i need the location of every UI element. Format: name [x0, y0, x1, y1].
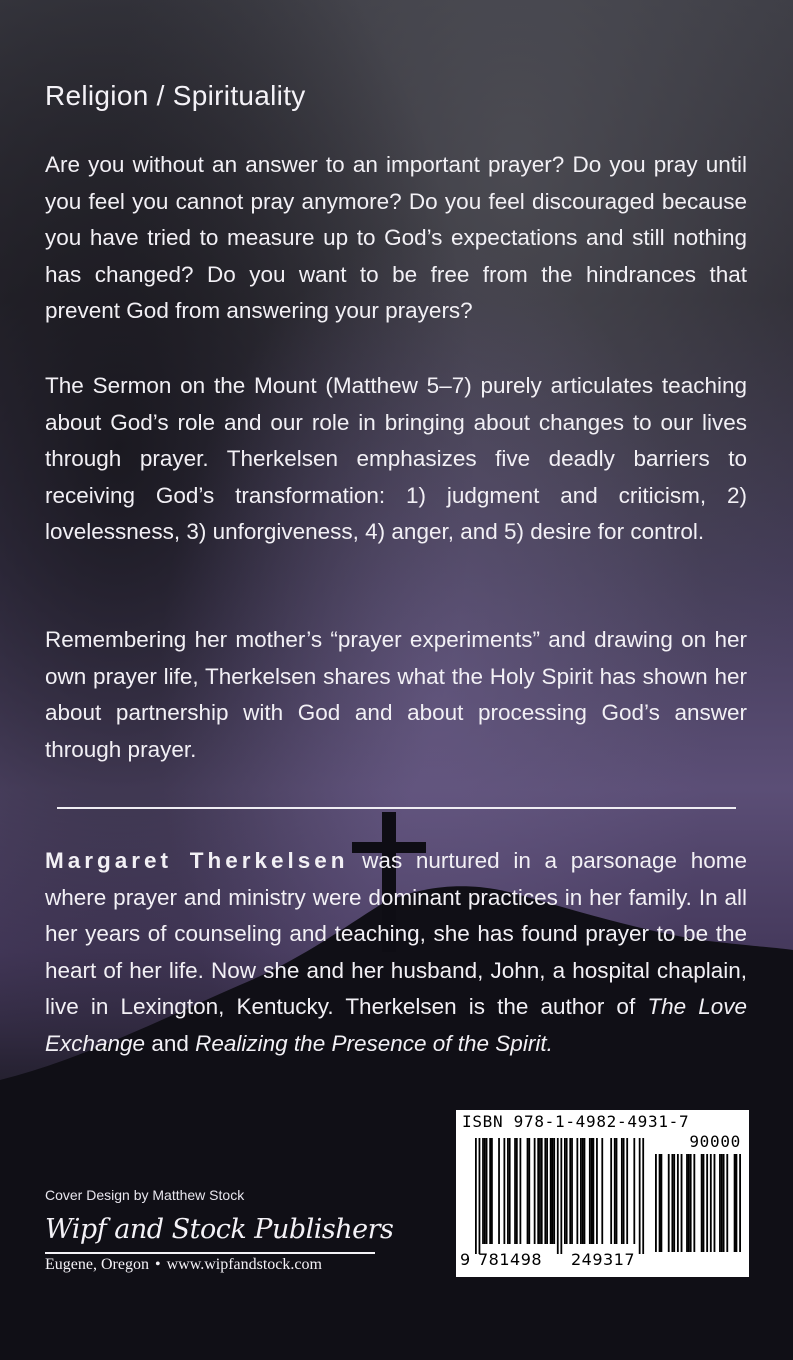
barcode-bar	[527, 1138, 529, 1244]
barcode-bar	[539, 1138, 541, 1244]
barcode-bar	[557, 1138, 559, 1254]
barcode-bar	[616, 1138, 618, 1244]
price-code: 90000	[689, 1132, 741, 1151]
addon-bar	[677, 1154, 679, 1252]
barcode-bar	[566, 1138, 568, 1244]
ean-right-digits: 249317	[571, 1250, 636, 1269]
publisher-location	[45, 1256, 322, 1274]
barcode-bar	[626, 1138, 628, 1244]
barcode-bar	[552, 1138, 554, 1244]
addon-bar	[726, 1154, 728, 1252]
addon-bar	[681, 1154, 683, 1252]
addon-bar	[690, 1154, 692, 1252]
barcode-bar	[582, 1138, 584, 1244]
barcode-bar	[639, 1138, 641, 1254]
barcode-bar	[614, 1138, 616, 1244]
barcode-bar	[560, 1138, 562, 1254]
blurb-paragraph-3: Remembering her mother’s “prayer experiments” and drawing on her own prayer life, Therkelsen shares what the Holy Spirit has shown her about partnership with God and about processing God’s answer through prayer.	[45, 627, 747, 762]
isbn-label: ISBN 978-1-4982-4931-7	[462, 1112, 690, 1131]
barcode-panel	[456, 1110, 749, 1277]
barcode-bar	[569, 1138, 571, 1244]
addon-bar	[710, 1154, 712, 1252]
addon-bar	[703, 1154, 705, 1252]
barcode-bar	[479, 1138, 481, 1254]
price-addon-barcode	[655, 1154, 741, 1252]
publisher-website[interactable]: www.wipfandstock.com	[166, 1256, 322, 1273]
barcode-bar	[642, 1138, 644, 1254]
barcode-bar	[610, 1138, 612, 1244]
barcode-bar	[544, 1138, 546, 1244]
section-divider	[57, 807, 736, 809]
ean-left-digits: 781498	[478, 1250, 543, 1269]
addon-bar	[686, 1154, 688, 1252]
author-bio	[45, 843, 747, 1062]
cover-design-credit: Cover Design by Matthew Stock	[45, 1187, 245, 1203]
barcode-bar	[623, 1138, 625, 1244]
barcode-bar	[592, 1138, 594, 1244]
author-bio-text: was nurtured in a parsonage home where prayer and ministry were dominant practices in her family. In all her years of counseling and teaching, she has found prayer to be the heart of her life. Now she and her husband, John, a hospital chaplain, live in Lexington, Kentucky. Therkelsen is the author of	[45, 848, 748, 1019]
book-title-realizing-presence: Realizing the Presence of the Spirit.	[195, 1030, 553, 1056]
addon-bar	[660, 1154, 662, 1252]
barcode-bar	[509, 1138, 511, 1244]
barcode-bar	[507, 1138, 509, 1244]
ean-digits	[460, 1250, 635, 1269]
addon-bar	[659, 1154, 661, 1252]
addon-bar	[734, 1154, 736, 1252]
barcode-bar	[534, 1138, 536, 1244]
barcode-bar	[571, 1138, 573, 1244]
barcode-bar	[633, 1138, 635, 1244]
barcode-bar	[537, 1138, 539, 1244]
barcode-bar	[553, 1138, 555, 1244]
barcode-bar	[546, 1138, 548, 1244]
barcode-bar	[520, 1138, 522, 1244]
author-name: Margaret Therkelsen	[45, 848, 349, 873]
addon-bar	[721, 1154, 723, 1252]
addon-bar	[671, 1154, 673, 1252]
barcode-bar	[541, 1138, 543, 1244]
publisher-rule	[45, 1252, 375, 1254]
ean-barcode	[474, 1138, 664, 1260]
barcode-bar	[503, 1138, 505, 1244]
barcode-bar	[482, 1138, 484, 1244]
barcode-bar	[486, 1138, 488, 1244]
barcode-bar	[514, 1138, 516, 1244]
addon-bar	[688, 1154, 690, 1252]
addon-bar	[701, 1154, 703, 1252]
barcode-bar	[516, 1138, 518, 1244]
barcode-bar	[550, 1138, 552, 1244]
blurb-paragraph-2: The Sermon on the Mount (Matthew 5–7) purely articulates teaching about God’s role and our role in bringing about changes to our lives through prayer. Therkelsen emphasizes five deadly barriers to receiving God’s transformation: 1) judgment and criticism, 2) lovelessness, 3) unforgiveness, 4) anger, and 5) desire for control.	[45, 373, 747, 544]
barcode-bar	[580, 1138, 582, 1244]
ean-first-digit: 9	[460, 1250, 471, 1269]
barcode-bar	[564, 1138, 566, 1244]
addon-bar	[693, 1154, 695, 1252]
publisher-city: Eugene, Oregon	[45, 1256, 149, 1273]
barcode-bar	[589, 1138, 591, 1244]
barcode-bar	[528, 1138, 530, 1244]
addon-bar	[723, 1154, 725, 1252]
addon-bar	[673, 1154, 675, 1252]
addon-bar	[739, 1154, 741, 1252]
barcode-bar	[498, 1138, 500, 1244]
addon-bar	[736, 1154, 738, 1252]
book-title-love-exchange: The Love Exchange	[45, 994, 748, 1056]
barcode-bar	[601, 1138, 603, 1244]
blurb-paragraph-1: Are you without an answer to an important prayer? Do you pray until you feel you cannot pray anymore? Do you feel discouraged because you have tried to measure up to God’s expectations and still nothing has changed? Do you want to be free from the hindrances that prevent God from answering your prayers?	[45, 152, 747, 323]
category-label: Religion / Spirituality	[45, 80, 306, 111]
barcode-bar	[576, 1138, 578, 1244]
barcode-bar	[491, 1138, 493, 1244]
barcode-bar	[591, 1138, 593, 1244]
author-bio-joiner: and	[145, 1030, 196, 1056]
addon-bar	[668, 1154, 670, 1252]
addon-bar	[714, 1154, 716, 1252]
barcode-bar	[584, 1138, 586, 1244]
barcode-bar	[596, 1138, 598, 1244]
addon-bar	[719, 1154, 721, 1252]
barcode-bar	[484, 1138, 486, 1244]
addon-bar	[655, 1154, 657, 1252]
barcode-bar	[475, 1138, 477, 1254]
barcode-bar	[621, 1138, 623, 1244]
barcode-bar	[489, 1138, 491, 1244]
publisher-name: Wipf and Stock Publishers	[45, 1214, 394, 1245]
publisher-bullet: •	[154, 1256, 161, 1273]
addon-bar	[706, 1154, 708, 1252]
